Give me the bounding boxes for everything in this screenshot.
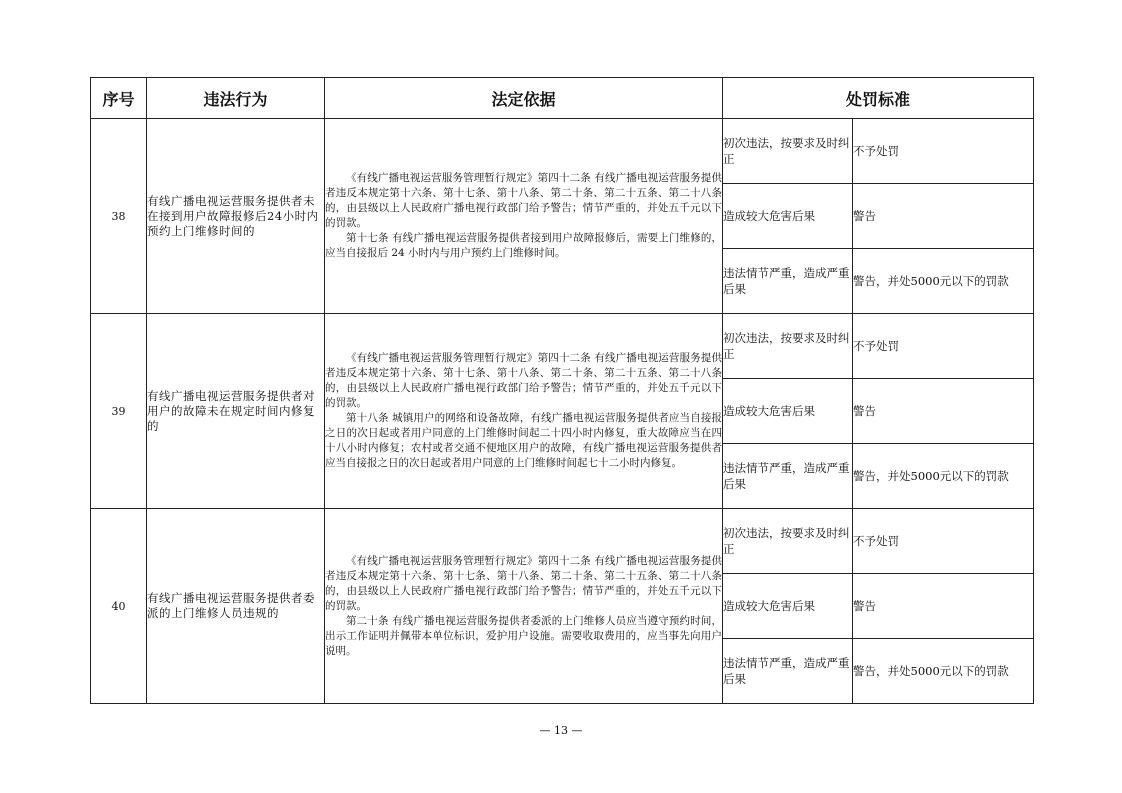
penalty-table (90, 77, 1034, 704)
standard-penalty: 警告 (853, 184, 1034, 249)
header-row (91, 78, 1034, 119)
standard-condition: 初次违法，按要求及时纠正 (723, 119, 853, 184)
row-seq: 40 (91, 509, 147, 704)
header-basis: 法定依据 (325, 78, 723, 119)
header-seq: 序号 (91, 78, 147, 119)
header-act: 违法行为 (147, 78, 325, 119)
basis-paragraph: 第十七条 有线广播电视运营服务提供者接到用户故障报修后，需要上门维修的，应当自接报后 24 小时内与用户预约上门维修时间。 (325, 232, 722, 259)
row-seq: 39 (91, 314, 147, 509)
standard-condition: 违法情节严重，造成严重后果 (723, 444, 853, 509)
basis-paragraph: 《有线广播电视运营服务管理暂行规定》第四十二条 有线广播电视运营服务提供者违反本规定第十六条、第十七条、第十八条、第二十条、第二十五条、第二十八条的，由县级以上人民政府广播电视行政部门给予警告；情节严重的，并处五千元以下的罚款。 (325, 554, 722, 612)
basis-paragraph: 第十八条 城镇用户的网络和设备故障，有线广播电视运营服务提供者应当自接报之日的次日起或者用户同意的上门维修时间起二十四小时内修复，重大故障应当在四十八小时内修复；农村或者交通不便地区用户的故障，有线广播电视运营服务提供者应当自接报之日的次日起或者用户同意的上门维修时间起七十二小时内修复。 (325, 412, 722, 469)
standard-condition: 违法情节严重，造成严重后果 (723, 249, 853, 314)
standard-penalty: 警告，并处5000元以下的罚款 (853, 444, 1034, 509)
standard-condition: 初次违法，按要求及时纠正 (723, 314, 853, 379)
page-number: — 13 — (539, 724, 583, 737)
standard-penalty: 不予处罚 (853, 314, 1034, 379)
basis-paragraph: 《有线广播电视运营服务管理暂行规定》第四十二条 有线广播电视运营服务提供者违反本规定第十六条、第十七条、第十八条、第二十条、第二十五条、第二十八条的，由县级以上人民政府广播电视行政部门给予警告；情节严重的，并处五千元以下的罚款。 (325, 352, 722, 409)
standard-condition: 初次违法，按要求及时纠正 (723, 509, 853, 574)
table-row (91, 119, 1034, 184)
standard-penalty: 警告 (853, 379, 1034, 444)
basis-paragraph: 《有线广播电视运营服务管理暂行规定》第四十二条 有线广播电视运营服务提供者违反本规定第十六条、第十七条、第十八条、第二十条、第二十五条、第二十八条的，由县级以上人民政府广播电视行政部门给予警告；情节严重的，并处五千元以下的罚款。 (325, 172, 722, 229)
row-seq: 38 (91, 119, 147, 314)
table-row (91, 314, 1034, 379)
standard-penalty: 警告 (853, 574, 1034, 639)
standard-penalty: 不予处罚 (853, 119, 1034, 184)
table-row (91, 509, 1034, 574)
row-basis (325, 509, 723, 704)
standard-condition: 造成较大危害后果 (723, 379, 853, 444)
header-penalty: 处罚标准 (723, 78, 1034, 119)
standard-condition: 造成较大危害后果 (723, 184, 853, 249)
row-basis (325, 314, 723, 509)
standard-penalty: 警告，并处5000元以下的罚款 (853, 639, 1034, 704)
standard-penalty: 警告，并处5000元以下的罚款 (853, 249, 1034, 314)
row-act: 有线广播电视运营服务提供者委派的上门维修人员违规的 (147, 509, 325, 704)
standard-condition: 违法情节严重，造成严重后果 (723, 639, 853, 704)
row-act: 有线广播电视运营服务提供者未在接到用户故障报修后24小时内预约上门维修时间的 (147, 119, 325, 314)
standard-condition: 造成较大危害后果 (723, 574, 853, 639)
row-act: 有线广播电视运营服务提供者对用户的故障未在规定时间内修复的 (147, 314, 325, 509)
basis-paragraph: 第二十条 有线广播电视运营服务提供者委派的上门维修人员应当遵守预约时间，出示工作证明并佩带本单位标识，爱护用户设施。需要收取费用的，应当事先向用户说明。 (325, 614, 722, 657)
standard-penalty: 不予处罚 (853, 509, 1034, 574)
row-basis (325, 119, 723, 314)
